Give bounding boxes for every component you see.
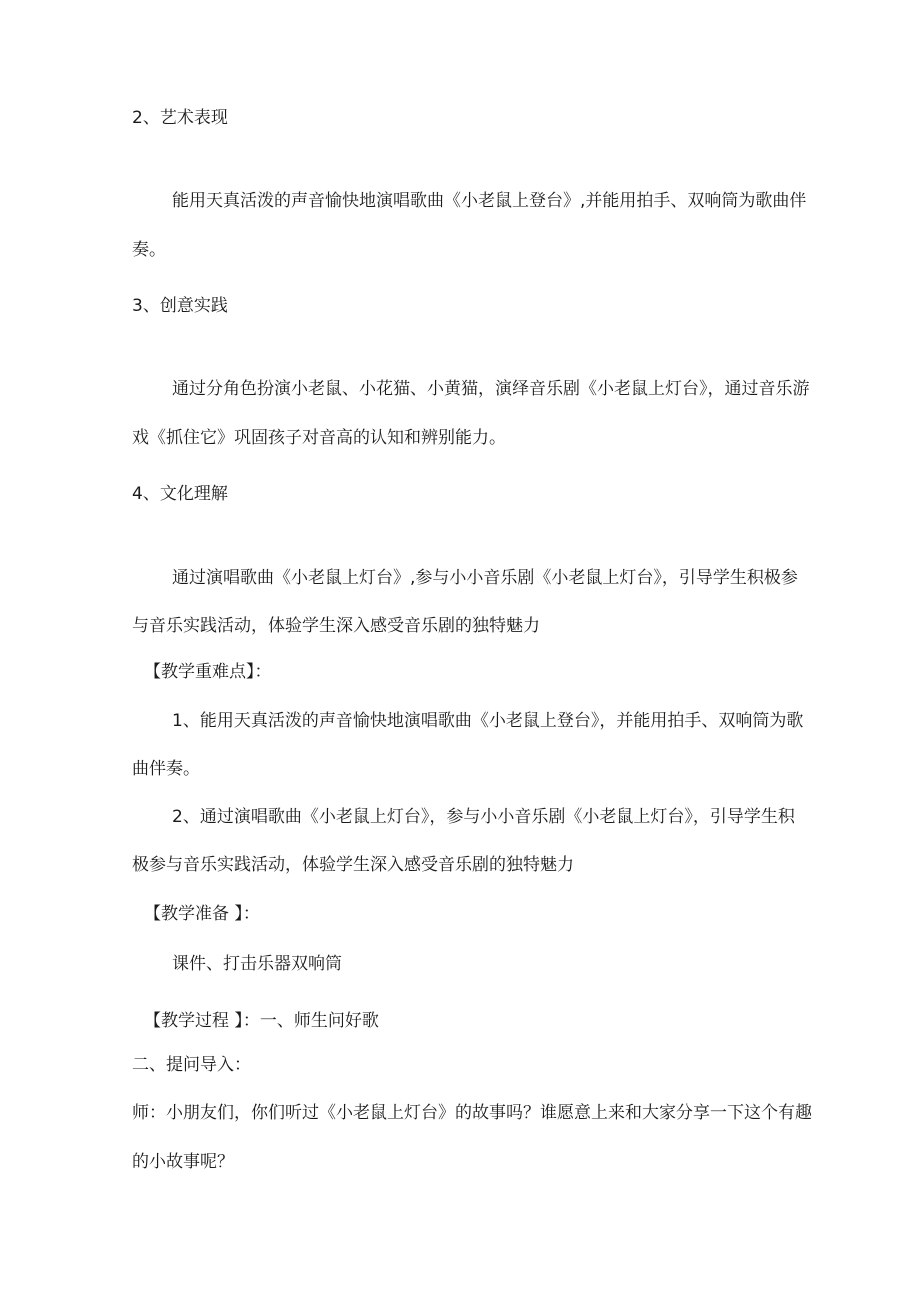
paragraph-line: 戏《抓住它》巩固孩子对音高的认知和辨别能力。 — [132, 428, 506, 448]
preparation-body: 课件、打击乐器双响筒 — [172, 954, 342, 974]
teacher-dialogue-line: 的小故事呢？ — [132, 1152, 234, 1172]
preparation-heading: 【教学准备 】： — [144, 904, 260, 924]
key-point-2-line: 2、通过演唱歌曲《小老鼠上灯台》，参与小小音乐剧《小老鼠上灯台》，引导学生积 — [172, 807, 795, 827]
key-point-1-line: 1、能用天真活泼的声音愉快地演唱歌曲《小老鼠上登台》，并能用拍手、双响筒为歌 — [172, 711, 804, 731]
key-point-1-line: 曲伴奏。 — [132, 759, 200, 779]
paragraph-line: 通过演唱歌曲《小老鼠上灯台》,参与小小音乐剧《小老鼠上灯台》，引导学生积极参 — [172, 568, 798, 588]
process-heading: 【教学过程 】：一、师生问好歌 — [144, 1011, 379, 1031]
paragraph-line: 通过分角色扮演小老鼠、小花猫、小黄猫，演绎音乐剧《小老鼠上灯台》，通过音乐游 — [172, 379, 810, 399]
paragraph-line: 能用天真活泼的声音愉快地演唱歌曲《小老鼠上登台》,并能用拍手、双响筒为歌曲伴 — [172, 191, 807, 211]
paragraph-line: 与音乐实践活动，体验学生深入感受音乐剧的独特魅力 — [132, 616, 540, 636]
part-2-heading: 二、提问导入： — [132, 1055, 251, 1075]
section-heading-cultural-understanding: 4、文化理解 — [132, 484, 228, 504]
key-point-2-line: 极参与音乐实践活动，体验学生深入感受音乐剧的独特魅力 — [132, 855, 574, 875]
paragraph-line: 奏。 — [132, 240, 166, 260]
key-points-heading: 【教学重难点】： — [144, 662, 272, 682]
section-heading-creative-practice: 3、创意实践 — [132, 296, 228, 316]
teacher-dialogue-line: 师：小朋友们，你们听过《小老鼠上灯台》的故事吗？谁愿意上来和大家分享一下这个有趣 — [132, 1103, 812, 1123]
section-heading-art-expression: 2、艺术表现 — [132, 108, 228, 128]
